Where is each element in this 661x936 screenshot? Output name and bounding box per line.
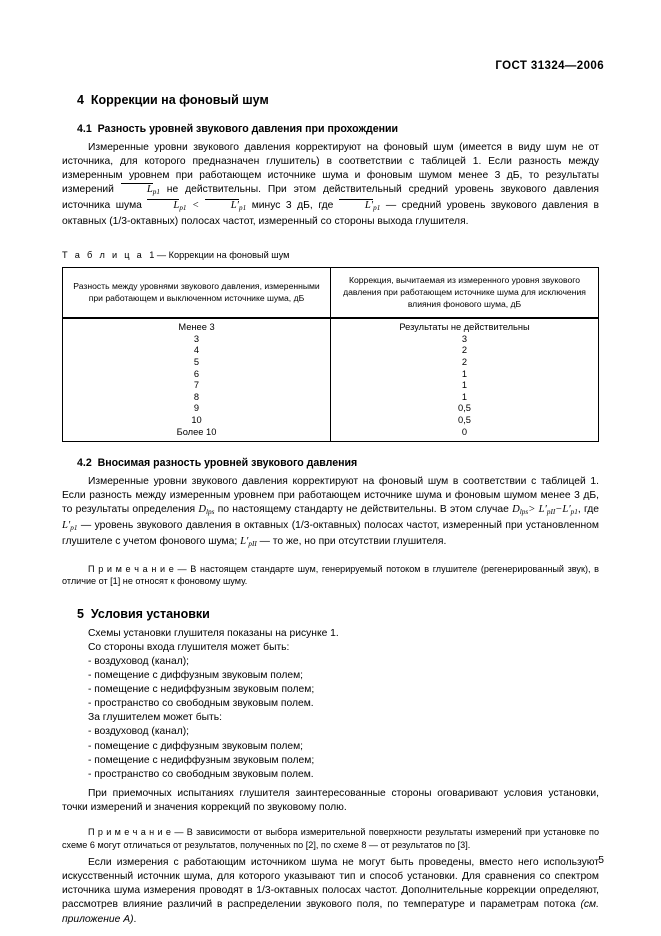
list-item: - помещение с диффузным звуковым полем; [88,740,304,752]
table-body-row [63,318,599,441]
list-item: - пространство со свободным звуковым полем. [88,698,314,710]
table-caption-dash: — [156,249,167,260]
table-row: 3 [193,333,200,344]
table-column-difference-values [63,318,331,441]
section-4-2-heading [77,456,599,470]
para42-text-a: Измеренные уровни звукового давления корректируют на фоновый шум в соответствии с таблицей 1. Если разность между измеренным уровнем при работающем источнике шума и фоновым шумом менее 3 дБ, то результаты определения [62,476,599,516]
outlet-conditions-list [88,725,599,781]
list-item: - помещение с недиффузным звуковым полем; [88,754,315,766]
symbol-lp1-bar: $L_{p1}$ [121,184,160,195]
list-item: - воздуховод (канал); [88,655,189,667]
section-5-title: Условия установки [90,606,210,621]
symbol-d-lps: $D_{lps}$ [198,504,215,517]
section-5-intro-paragraph: Схемы установки глушителя показаны на рисунке 1. [88,627,339,639]
final-text: Если измерения с работающим источником шума не могут быть проведены, вместо него используют искусственный источник шума, для которого указывают тип и способ установки. Для сравнения со спектром источника шума измерения проводят в 1/3-октавных полосах частот. Дополнительные коррекции определяют, рассмотрев влияние различий в распределении звукового поля, по температуре и параметрам потока [62,857,599,911]
table-header-row [63,267,599,318]
acceptance-tests-paragraph: При приемочных испытаниях глушителя заинтересованные стороны оговаривают условия установки, точки измерений и значения коррекций по звуковому полю. [62,787,599,813]
section-4-1-title: Разность уровней звукового давления при прохождении [97,123,399,135]
list-item: - пространство со свободным звуковым полем. [88,768,314,780]
note-label: П р и м е ч а н и е [88,826,171,837]
section-4-number: 4 [77,93,84,107]
note-text: — В настоящем стандарте шум, генерируемый потоком в глушителе (регенерированный звук), в отличие от [1] не относят к фоновому шуму. [62,563,599,587]
page-header-standard: ГОСТ 31324—2006 [495,60,604,72]
section-5-heading [77,606,599,622]
note-text: — В зависимости от выбора измерительной поверхности результаты измерений при установке по схеме 6 могут отличаться от результатов, полученных по [2], по схеме 8 — от результатов по [3]. [62,826,599,850]
page-number: 5 [598,855,604,866]
formula-lpII-prime-b: $L'_{pII}$ [240,536,257,549]
para-text-c: минус 3 дБ, где [251,200,334,212]
section-4-2-title: Вносимая разность уровней звукового давления [97,457,358,470]
table-row: 6 [193,368,200,379]
table-1-caption [62,249,599,261]
section-4-2-number: 4.2 [77,457,92,470]
table-row: 8 [193,391,200,402]
table-row: 10 [191,414,202,425]
formula-lpII-prime: $L'_{pII}$ [538,504,556,517]
table-caption-label: Т а б л и ц а [62,249,145,260]
symbol-lp1-prime-bar: $L'_{p1}$ [339,200,380,211]
table-header-cell-correction: Коррекция, вычитаемая из измеренного уровня звукового давления при работающем источнике шума для исключения влияния фонового шума, дБ [331,267,599,318]
outlet-conditions-intro: За глушителем может быть: [88,712,222,724]
section-4-2-paragraph [62,475,599,551]
table-row: Менее 3 [178,322,215,333]
annex-reference: (см. приложение А) [62,899,599,925]
para-text-a: Измеренные уровни звукового давления корректируют на фоновый шум (имеется в виду шум не от источника, для которого предназначен глушитель) в соответствии с таблицей 1. Если разность между измеренным уровнем при работающем источнике шума и фоновым шумом менее 3 дБ, то результаты измерений [62,142,599,196]
para42-text-e: — то же, но при отсутствии глушителя. [259,536,447,548]
section-4-heading [77,92,599,108]
table-row: 7 [193,380,200,391]
section-4-1-heading [77,122,599,136]
page-content [62,92,599,927]
para-text-b: не действительны. При этом действительный средний уровень звукового давления источника шума [62,184,599,212]
section-5-number: 5 [77,606,84,621]
para-text-d: — средний уровень звукового давления в октавных (1/3-октавных) полосах частот, измеренный со стороны выхода глушителя. [62,200,599,228]
table-row: 4 [193,345,200,356]
section-5-note [62,826,599,851]
para42-text-c: , где [577,504,599,516]
table-row: 1 [461,380,468,391]
section-4-1-paragraph [62,141,599,230]
inequality-right-lp1-prime: $L'_{p1}$ [205,200,246,211]
formula-gt: > [528,504,536,516]
inlet-conditions-intro: Со стороны входа глушителя может быть: [88,641,290,653]
table-row: Более 10 [176,426,217,437]
table-caption-number: 1 [149,249,155,260]
section-4-1-number: 4.1 [77,123,92,135]
table-row: 1 [461,368,468,379]
section-4-title: Коррекции на фоновый шум [90,93,269,107]
list-item: - помещение с недиффузным звуковым полем; [88,684,315,696]
table-1 [62,267,599,443]
list-item: - воздуховод (канал); [88,726,189,738]
table-row: 2 [461,345,468,356]
table-row: 5 [193,356,200,367]
table-row: 0,5 [458,403,471,414]
formula-lp1-prime: $L'_{p1}$ [562,504,578,517]
para42-text-d: — уровень звукового давления в октавных (1/3-октавных) полосах частот, измеренный при установленном глушителе с учетом фонового шума; [62,520,599,548]
inequality-operator: < [192,200,200,212]
list-item: - помещение с диффузным звуковым полем; [88,670,304,682]
formula-d-lps: $D_{lps}$ [512,504,529,517]
table-row: Результаты не действительны [399,322,530,333]
table-column-correction-values [331,318,599,441]
final-period: . [133,913,137,925]
section-4-note [62,563,599,588]
para42-text-b: по настоящему стандарту не действительны. В этом случае [217,504,509,516]
table-caption-title: Коррекции на фоновый шум [168,249,290,260]
table-row: 9 [193,403,200,414]
artificial-source-paragraph [62,856,599,926]
formula-lp1-prime-b: $L'_{p1}$ [62,520,78,533]
table-row: 2 [461,356,468,367]
table-header-cell-difference: Разность между уровнями звукового давления, измеренными при работающем и выключенном источнике шума, дБ [63,267,331,318]
table-row: 0 [461,426,468,437]
table-row: 1 [461,391,468,402]
note-label: П р и м е ч а н и е [88,563,174,574]
table-row: 0,5 [458,414,471,425]
table-row: 3 [461,333,468,344]
inequality-left-lp1: $L_{p1}$ [147,200,186,211]
inlet-conditions-list [88,655,599,711]
formula-minus: − [555,504,563,516]
